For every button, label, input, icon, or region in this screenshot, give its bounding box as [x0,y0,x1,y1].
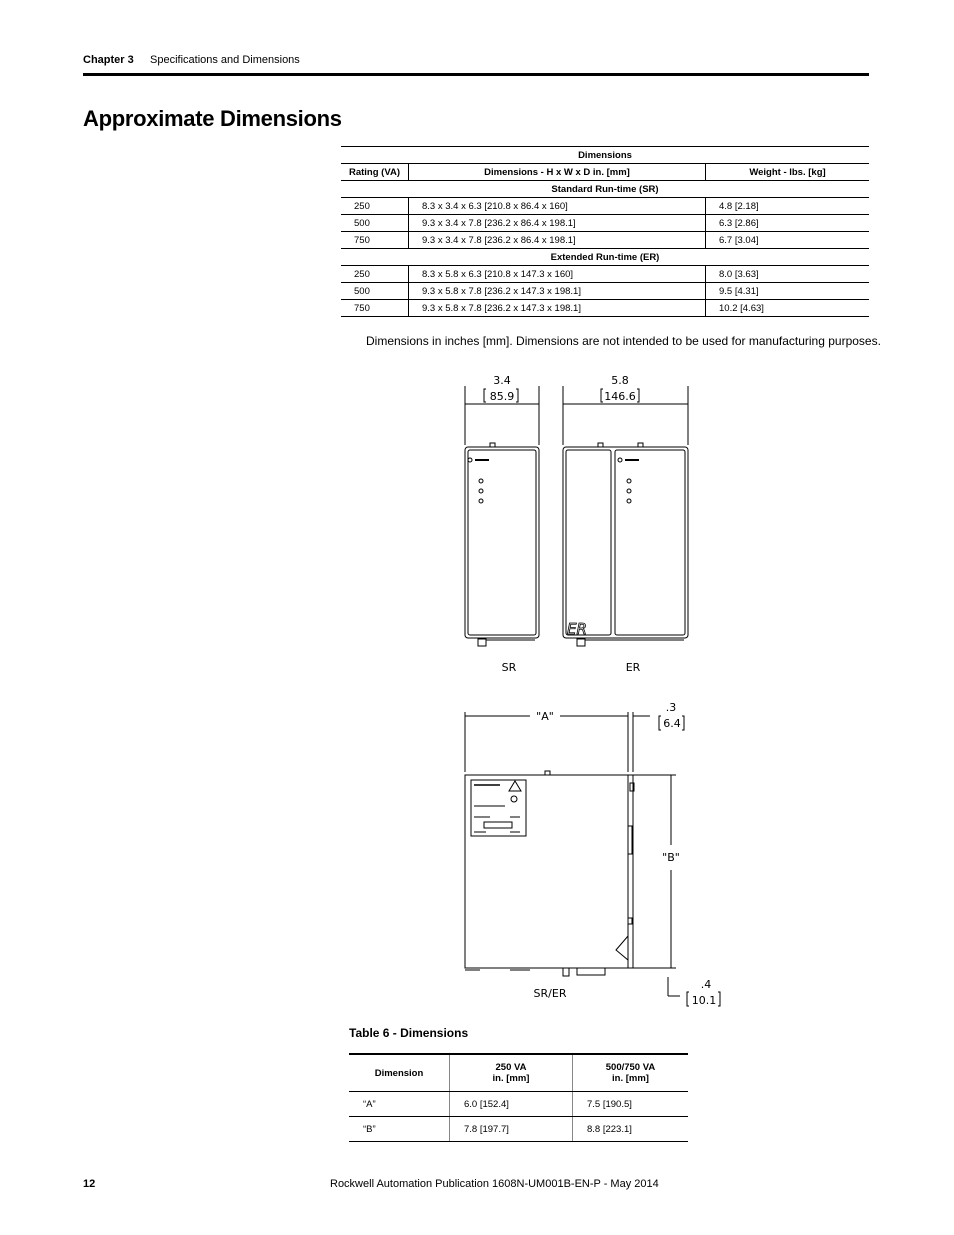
cell-dimension: “A” [349,1092,450,1117]
cell-dims: 9.3 x 5.8 x 7.8 [236.2 x 147.3 x 198.1] [409,283,706,300]
col-header-weight: Weight - lbs. [kg] [706,164,870,181]
er-width-mm: 146.6 [604,390,636,403]
section-label: Specifications and Dimensions [150,54,300,66]
cell-rating: 250 [341,266,409,283]
er-width-in: 5.8 [611,374,629,387]
er-mark: ER [567,620,587,638]
sr-front-view [465,374,539,674]
col-header-250va-unit: in. [mm] [492,1073,530,1084]
cell-weight: 8.0 [3.63] [706,266,870,283]
cell-dims: 9.3 x 5.8 x 7.8 [236.2 x 147.3 x 198.1] [409,300,706,317]
sr-width-mm: 85.9 [489,390,515,403]
cell-weight: 4.8 [2.18] [706,198,870,215]
col-header-250va [450,1054,573,1092]
dimensions-note: Dimensions in inches [mm]. Dimensions are not intended to be used for manufacturing purposes. [366,334,881,348]
col-header-500va [573,1054,689,1092]
publication-info: Rockwell Automation Publication 1608N-UM001B-EN-P - May 2014 [330,1178,659,1190]
col-header-dims: Dimensions - H x W x D in. [mm] [409,164,706,181]
cell-rating: 250 [341,198,409,215]
page-number: 12 [83,1178,96,1190]
col-header-rating: Rating (VA) [341,164,409,181]
cell-500va: 8.8 [223.1] [573,1117,689,1142]
chapter-label: Chapter 3 [83,54,134,66]
cell-weight: 9.5 [4.31] [706,283,870,300]
col-header-500va-unit: in. [mm] [612,1073,649,1084]
cell-weight: 6.7 [3.04] [706,232,870,249]
bottom-offset-mm: 10.1 [691,994,717,1007]
cell-rating: 500 [341,283,409,300]
cell-weight: 6.3 [2.86] [706,215,870,232]
side-view-label: SR/ER [533,987,567,1000]
cell-dims: 8.3 x 5.8 x 6.3 [210.8 x 147.3 x 160] [409,266,706,283]
page-footer [83,1178,659,1190]
cell-weight: 10.2 [4.63] [706,300,870,317]
group-header-er: Extended Run-time (ER) [341,249,869,266]
side-view [465,701,720,1007]
cell-rating: 750 [341,300,409,317]
cell-rating: 500 [341,215,409,232]
sr-label: SR [501,661,517,674]
cell-500va: 7.5 [190.5] [573,1092,689,1117]
cell-dimension: “B” [349,1117,450,1142]
group-header-sr: Standard Run-time (SR) [341,181,869,198]
cell-dims: 9.3 x 3.4 x 7.8 [236.2 x 86.4 x 198.1] [409,215,706,232]
er-front-view [563,374,688,674]
cell-dims: 8.3 x 3.4 x 6.3 [210.8 x 86.4 x 160] [409,198,706,215]
sr-width-in: 3.4 [493,374,511,387]
table-caption: Dimensions [341,147,869,164]
col-header-dimension: Dimension [349,1054,450,1092]
table-row [349,1117,688,1142]
col-header-250va-rating: 250 VA [495,1062,527,1073]
cell-250va: 7.8 [197.7] [450,1117,573,1142]
er-label: ER [625,661,641,674]
dim-a-label: "A" [536,710,554,723]
col-header-500va-rating: 500/750 VA [605,1062,656,1073]
cell-dims: 9.3 x 3.4 x 7.8 [236.2 x 86.4 x 198.1] [409,232,706,249]
table-row [349,1092,688,1117]
cell-rating: 750 [341,232,409,249]
page-title: Approximate Dimensions [83,106,342,131]
cell-250va: 6.0 [152.4] [450,1092,573,1117]
table6 [349,1053,688,1142]
dim-b-label: "B" [662,851,680,864]
top-offset-mm: 6.4 [663,717,681,730]
table6-caption: Table 6 - Dimensions [349,1026,469,1040]
top-offset-in: .3 [665,701,677,714]
bottom-offset-in: .4 [700,978,712,991]
